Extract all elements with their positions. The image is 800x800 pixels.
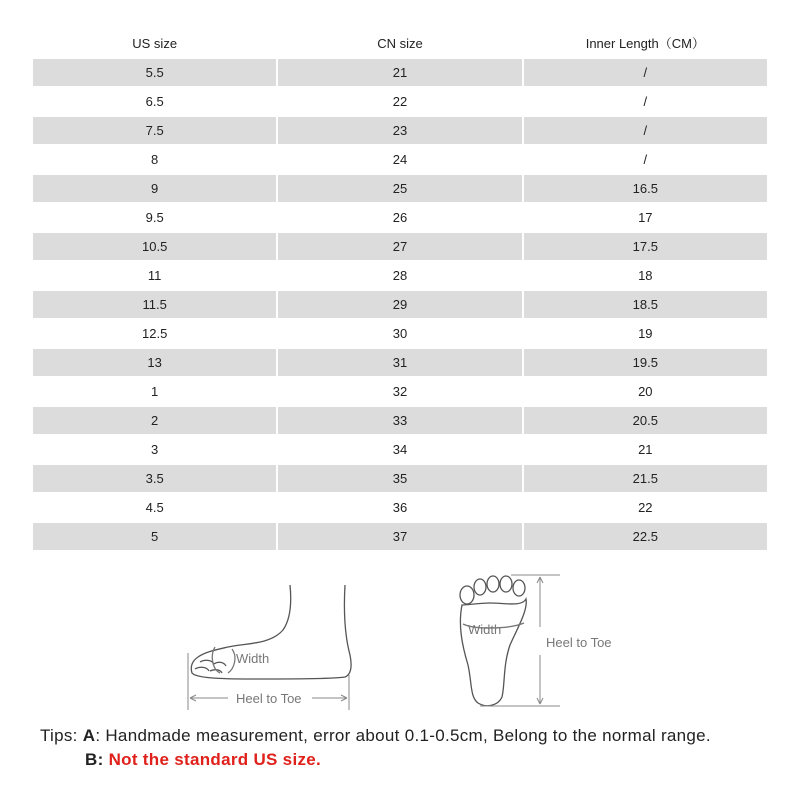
cell-us-size: 9 — [33, 175, 276, 202]
table-row — [33, 319, 767, 348]
cell-cn-size: 36 — [392, 500, 408, 515]
tip-a-key: A — [82, 726, 96, 745]
header-inner-length: Inner Length（CM） — [585, 36, 705, 51]
cell-cn-size: 21 — [278, 59, 521, 86]
cell-cn-size: 22 — [392, 94, 408, 109]
cell-inner-length: 22 — [638, 500, 653, 515]
cell-inner-length: 19 — [638, 326, 653, 341]
table-row — [33, 464, 767, 493]
table-row — [33, 203, 767, 232]
cell-us-size: 5 — [33, 523, 276, 550]
table-row — [33, 145, 767, 174]
table-row — [33, 290, 767, 319]
cell-cn-size: 24 — [392, 152, 408, 167]
table-row — [33, 435, 767, 464]
cell-cn-size: 37 — [278, 523, 521, 550]
cell-cn-size: 35 — [278, 465, 521, 492]
cell-us-size: 9.5 — [145, 210, 164, 225]
tips-prefix: Tips: — [40, 726, 83, 745]
table-row — [33, 406, 767, 435]
cell-inner-length: 22.5 — [524, 523, 767, 550]
cell-us-size: 8 — [151, 152, 159, 167]
tip-a-text: : Handmade measurement, error about 0.1-0.5cm, Belong to the normal range. — [95, 726, 711, 745]
table-row — [33, 174, 767, 203]
cell-inner-length: 17 — [638, 210, 653, 225]
cell-us-size: 6.5 — [145, 94, 164, 109]
tip-b-text: Not the standard US size. — [108, 750, 322, 769]
cell-inner-length: / — [524, 59, 767, 86]
table-body — [33, 58, 767, 551]
table-row — [33, 493, 767, 522]
header-cn-size: CN size — [377, 36, 423, 51]
cell-us-size: 4.5 — [145, 500, 164, 515]
cell-inner-length: 17.5 — [524, 233, 767, 260]
table-row — [33, 261, 767, 290]
tips-block — [40, 724, 780, 772]
tip-b-key: B — [85, 750, 98, 769]
cell-inner-length: 20 — [638, 384, 653, 399]
cell-cn-size: 32 — [392, 384, 408, 399]
sole-length-label: Heel to Toe — [546, 635, 612, 650]
table-row — [33, 116, 767, 145]
tip-b-sep: : — [97, 750, 109, 769]
cell-cn-size: 30 — [392, 326, 408, 341]
table-row — [33, 87, 767, 116]
tip-a — [40, 724, 780, 748]
sole-width-label: Width — [468, 622, 502, 637]
cell-inner-length: / — [643, 152, 648, 167]
cell-inner-length: 18.5 — [524, 291, 767, 318]
sole-foot-illustration — [460, 576, 526, 706]
size-table — [33, 29, 767, 551]
table-row — [33, 377, 767, 406]
cell-cn-size: 26 — [392, 210, 408, 225]
cell-inner-length: 20.5 — [524, 407, 767, 434]
foot-measurement-diagrams — [0, 565, 800, 715]
table-row — [33, 348, 767, 377]
cell-cn-size: 28 — [392, 268, 408, 283]
cell-cn-size: 23 — [278, 117, 521, 144]
side-width-label: Width — [236, 651, 270, 666]
cell-us-size: 10.5 — [33, 233, 276, 260]
cell-inner-length: 16.5 — [524, 175, 767, 202]
cell-cn-size: 33 — [278, 407, 521, 434]
cell-inner-length: 18 — [638, 268, 653, 283]
side-length-label: Heel to Toe — [236, 691, 302, 706]
cell-us-size: 3 — [151, 442, 159, 457]
cell-us-size: 11 — [147, 268, 162, 283]
table-row — [33, 58, 767, 87]
tip-b — [40, 748, 780, 772]
foot-diagram-svg — [0, 565, 800, 715]
cell-inner-length: 21.5 — [524, 465, 767, 492]
cell-inner-length: / — [524, 117, 767, 144]
cell-cn-size: 29 — [278, 291, 521, 318]
cell-us-size: 7.5 — [33, 117, 276, 144]
cell-cn-size: 34 — [392, 442, 408, 457]
cell-inner-length: 21 — [638, 442, 653, 457]
cell-us-size: 1 — [151, 384, 159, 399]
table-row — [33, 522, 767, 551]
cell-cn-size: 27 — [278, 233, 521, 260]
cell-us-size: 12.5 — [142, 326, 168, 341]
cell-us-size: 13 — [33, 349, 276, 376]
cell-us-size: 3.5 — [33, 465, 276, 492]
header-us-size: US size — [132, 36, 178, 51]
cell-us-size: 2 — [33, 407, 276, 434]
cell-inner-length: / — [643, 94, 648, 109]
side-foot-illustration — [191, 585, 351, 679]
table-header — [33, 29, 767, 58]
cell-cn-size: 25 — [278, 175, 521, 202]
cell-us-size: 5.5 — [33, 59, 276, 86]
table-row — [33, 232, 767, 261]
cell-us-size: 11.5 — [33, 291, 276, 318]
cell-inner-length: 19.5 — [524, 349, 767, 376]
cell-cn-size: 31 — [278, 349, 521, 376]
